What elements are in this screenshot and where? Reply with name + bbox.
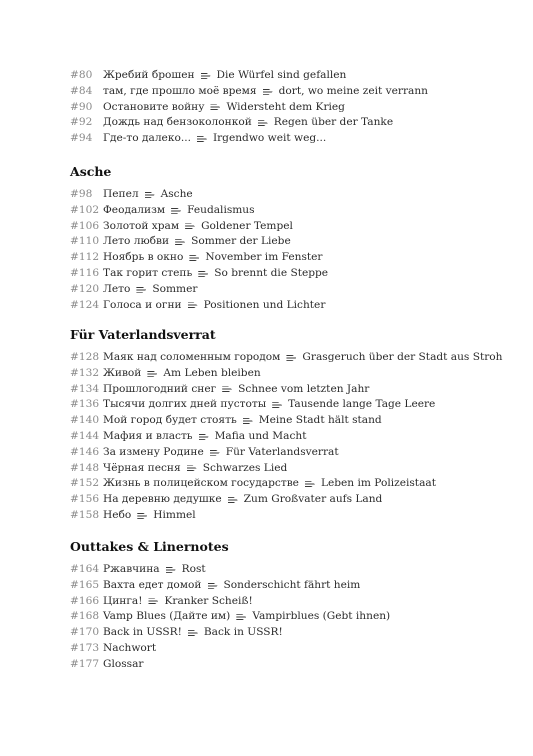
russian-title: Мафия и власть	[103, 429, 193, 442]
translation-arrow-icon	[243, 417, 253, 425]
russian-title: Вахта едет домой	[103, 578, 202, 591]
page-number: #84	[70, 84, 93, 97]
german-title: Himmel	[153, 508, 196, 521]
page-number: #140	[70, 414, 100, 427]
toc-entry[interactable]	[70, 366, 513, 382]
page-number: #156	[70, 493, 100, 506]
page-number: #110	[70, 235, 100, 248]
page-number: #112	[70, 251, 100, 264]
translation-arrow-icon	[171, 207, 181, 215]
german-title: Schnee vom letzten Jahr	[238, 382, 370, 395]
german-title: Sonderschicht fährt heim	[223, 578, 361, 591]
page-number: #116	[70, 266, 100, 279]
russian-title: Пепел	[103, 188, 139, 200]
translation-arrow-icon	[136, 286, 146, 294]
page-number: #168	[70, 610, 100, 623]
toc-entry[interactable]	[70, 429, 513, 445]
toc-entry[interactable]	[70, 68, 513, 84]
translation-arrow-icon	[137, 512, 147, 520]
translation-arrow-icon	[197, 135, 207, 143]
toc-entry[interactable]	[70, 461, 513, 477]
toc-entry[interactable]	[70, 445, 513, 461]
page-number: #90	[70, 100, 93, 113]
toc-section-untitled	[70, 68, 513, 147]
translation-arrow-icon	[236, 613, 246, 621]
toc-entry[interactable]	[70, 413, 513, 429]
toc-entry[interactable]	[70, 203, 513, 219]
toc-entry[interactable]	[70, 350, 513, 366]
german-title: Für Vaterlandsverrat	[225, 445, 339, 458]
toc-section-outtakes	[70, 537, 513, 673]
page-number: #106	[70, 219, 100, 232]
page-number: #173	[70, 641, 100, 654]
german-title: Widersteht dem Krieg	[226, 100, 345, 113]
german-title: Rost	[181, 563, 206, 575]
toc-entry[interactable]	[70, 266, 513, 282]
german-title: November im Fenster	[205, 251, 323, 264]
page-number: #144	[70, 429, 100, 442]
page-number: #120	[70, 282, 100, 295]
page-number: #124	[70, 298, 100, 311]
german-title: Sommer der Liebe	[191, 235, 291, 248]
translation-arrow-icon	[166, 566, 176, 574]
toc-entry[interactable]	[70, 492, 513, 508]
german-title: Grasgeruch über der Stadt aus Stroh	[302, 351, 503, 363]
toc-entry[interactable]	[70, 476, 513, 492]
russian-title: Жизнь в полицейском государстве	[103, 477, 299, 490]
russian-title: Glossar	[103, 657, 144, 670]
translation-arrow-icon	[185, 222, 195, 230]
page-number: #128	[70, 351, 100, 363]
translation-arrow-icon	[189, 254, 199, 262]
translation-arrow-icon	[208, 582, 218, 590]
translation-arrow-icon	[263, 88, 273, 96]
toc-entry[interactable]	[70, 382, 513, 398]
russian-title: Мой город будет стоять	[103, 414, 237, 427]
german-title: Vampirblues (Gebt ihnen)	[252, 610, 391, 623]
russian-title: Nachwort	[103, 641, 157, 654]
translation-arrow-icon	[272, 401, 282, 409]
russian-title: Ржавчина	[103, 563, 160, 575]
russian-title: Маяк над соломенным городом	[103, 351, 281, 363]
page-number: #146	[70, 445, 100, 458]
translation-arrow-icon	[210, 103, 220, 111]
page-number: #164	[70, 563, 100, 575]
russian-title: Феодализм	[103, 203, 166, 216]
page-number: #165	[70, 578, 100, 591]
toc-entry[interactable]	[70, 594, 513, 610]
russian-title: Голоса и огни	[103, 298, 182, 311]
russian-title: Где-то далеко...	[103, 132, 191, 145]
page-number: #132	[70, 366, 100, 379]
russian-title: Небо	[103, 508, 132, 521]
translation-arrow-icon	[305, 480, 315, 488]
toc-entry[interactable]	[70, 562, 513, 578]
russian-title: Живой	[103, 366, 142, 379]
page-number: #166	[70, 594, 100, 607]
russian-title: Золотой храм	[103, 219, 180, 232]
toc-entry[interactable]	[70, 131, 513, 147]
translation-arrow-icon	[258, 119, 268, 127]
toc-entry[interactable]	[70, 397, 513, 413]
german-title: Schwarzes Lied	[202, 461, 288, 474]
toc-entry[interactable]	[70, 115, 513, 131]
page-number: #152	[70, 477, 100, 490]
page-number: #92	[70, 116, 93, 129]
page-number: #134	[70, 382, 100, 395]
russian-title: За измену Родине	[103, 445, 204, 458]
toc-entry[interactable]	[70, 578, 513, 594]
page-number: #148	[70, 461, 100, 474]
translation-arrow-icon	[188, 301, 198, 309]
german-title: So brennt die Steppe	[214, 266, 329, 279]
russian-title: Тысячи долгих дней пустоты	[103, 398, 267, 411]
translation-arrow-icon	[286, 354, 296, 362]
german-title: Zum Großvater aufs Land	[243, 493, 383, 506]
russian-title: На деревню дедушке	[103, 493, 222, 506]
toc-entry[interactable]	[70, 187, 513, 203]
german-title: Feudalismus	[187, 203, 255, 216]
russian-title: Лето любви	[103, 235, 170, 248]
toc-entry[interactable]	[70, 609, 513, 625]
page-number: #170	[70, 626, 100, 639]
toc-entry[interactable]	[70, 234, 513, 250]
toc-entry[interactable]	[70, 282, 513, 298]
page-number: #98	[70, 188, 93, 200]
toc-entry[interactable]	[70, 657, 513, 673]
translation-arrow-icon	[198, 270, 208, 278]
russian-title: Остановите войну	[103, 100, 205, 113]
toc-section-asche	[70, 162, 513, 313]
section-heading: Outtakes & Linernotes	[70, 539, 229, 554]
russian-title: Back in USSR!	[103, 626, 182, 639]
german-title: Kranker Scheiß!	[164, 594, 253, 607]
translation-arrow-icon	[210, 449, 220, 457]
translation-arrow-icon	[148, 597, 158, 605]
german-title: Positionen und Lichter	[203, 298, 326, 311]
german-title: Meine Stadt hält stand	[258, 414, 382, 427]
russian-title: Дождь над бензоколонкой	[103, 116, 252, 129]
russian-title: Цинга!	[103, 594, 143, 607]
page-number: #177	[70, 657, 100, 670]
german-title: Irgendwo weit weg...	[212, 132, 327, 145]
page-number: #80	[70, 69, 93, 81]
translation-arrow-icon	[175, 238, 185, 246]
russian-title: Прошлогодний снег	[103, 382, 217, 395]
german-title: Am Leben bleiben	[163, 366, 261, 379]
german-title: Goldener Tempel	[201, 219, 293, 232]
toc-entry[interactable]	[70, 219, 513, 235]
german-title: Asche	[160, 188, 193, 200]
russian-title: Так горит степь	[103, 266, 193, 279]
toc-entry[interactable]	[70, 625, 513, 641]
russian-title: Vamp Blues (Дайте им)	[103, 610, 231, 623]
translation-arrow-icon	[199, 433, 209, 441]
page-number: #102	[70, 203, 100, 216]
section-heading: Asche	[70, 164, 112, 179]
page-number: #136	[70, 398, 100, 411]
german-title: dort, wo meine zeit verrann	[278, 84, 429, 97]
page-number: #158	[70, 508, 100, 521]
translation-arrow-icon	[147, 370, 157, 378]
russian-title: Чёрная песня	[103, 461, 181, 474]
russian-title: Жребий брошен	[103, 69, 195, 81]
german-title: Regen über der Tanke	[273, 116, 394, 129]
translation-arrow-icon	[187, 464, 197, 472]
toc-entry[interactable]	[70, 84, 513, 100]
translation-arrow-icon	[201, 72, 211, 80]
russian-title: Лето	[103, 282, 131, 295]
german-title: Mafia und Macht	[214, 429, 307, 442]
russian-title: там, где прошло моё время	[103, 84, 257, 97]
toc-entry[interactable]	[70, 641, 513, 657]
russian-title: Ноябрь в окно	[103, 251, 184, 264]
translation-arrow-icon	[228, 496, 238, 504]
section-heading: Für Vaterlandsverrat	[70, 327, 216, 342]
translation-arrow-icon	[222, 385, 232, 393]
toc-entry[interactable]	[70, 508, 513, 524]
page-number: #94	[70, 132, 93, 145]
toc-entry[interactable]	[70, 100, 513, 116]
toc-section-vaterlandsverrat	[70, 325, 513, 524]
translation-arrow-icon	[145, 191, 155, 199]
german-title: Leben im Polizeistaat	[320, 477, 436, 490]
toc-entry[interactable]	[70, 298, 513, 314]
toc-entry[interactable]	[70, 250, 513, 266]
german-title: Tausende lange Tage Leere	[288, 398, 436, 411]
german-title: Sommer	[152, 282, 198, 295]
translation-arrow-icon	[188, 629, 198, 637]
german-title: Back in USSR!	[203, 626, 283, 639]
german-title: Die Würfel sind gefallen	[216, 69, 347, 81]
